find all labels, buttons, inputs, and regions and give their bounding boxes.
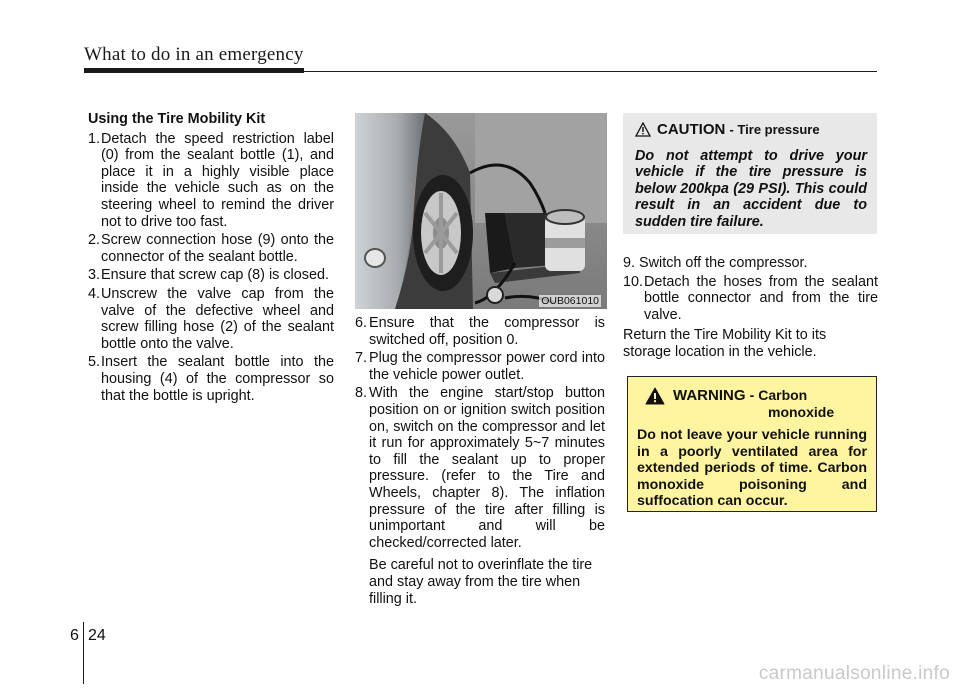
photo-illustration xyxy=(355,113,607,309)
chapter-number: 6 xyxy=(70,627,79,644)
page-number: 24 xyxy=(88,627,106,644)
header-rule-thin xyxy=(84,71,877,72)
step-item xyxy=(355,385,605,551)
step-text: With the engine start/stop button position on or ignition switch position on, switch on the compressor and let it run for approximately 5~7 minutes to fill the sealant up to proper pressure. (refer to the Tire and Wheels, chapter 8). The inflation pressure of the tire after filling is unimportant and will be checked/corrected later. xyxy=(369,385,605,551)
step-text: Insert the sealant bottle into the housing (4) of the compressor so that the bottle is upright. xyxy=(101,354,334,404)
step-item xyxy=(88,131,334,231)
caution-subtitle: - Tire pressure xyxy=(729,122,820,137)
step-text: Ensure that screw cap (8) is closed. xyxy=(101,267,329,284)
warning-subtitle-1: - Carbon xyxy=(749,387,808,403)
warning-title-row xyxy=(637,387,867,421)
caution-body: Do not attempt to drive your vehicle if the tire pressure is below 200kpa (29 PSI). This could result in an accident due to sudden tire failure. xyxy=(635,148,867,230)
warning-triangle-outline-icon xyxy=(635,122,651,142)
page-header-title: What to do in an emergency xyxy=(84,44,304,65)
step-item xyxy=(88,267,334,284)
column-instructions-3 xyxy=(623,255,878,361)
warning-body: Do not leave your vehicle running in a poorly ventilated area for extended periods of time. Carbon monoxide poisoning and suffocation can occur. xyxy=(637,427,867,510)
step-item xyxy=(623,274,878,324)
caution-title-row xyxy=(635,121,867,142)
section-heading: Using the Tire Mobility Kit xyxy=(88,111,266,127)
footer-divider xyxy=(83,622,84,684)
step-number: 3. xyxy=(88,267,101,284)
step-item xyxy=(355,315,605,348)
step-number: 7. xyxy=(355,350,368,367)
step-number: 9. xyxy=(623,255,636,271)
step-item xyxy=(88,286,334,352)
column-instructions-2 xyxy=(355,315,605,607)
tire-mobility-kit-photo xyxy=(355,113,607,309)
caution-box xyxy=(623,113,877,234)
warning-triangle-filled-icon xyxy=(645,387,665,409)
step-text: Detach the hoses from the sealant bottle connector and from the tire valve. xyxy=(644,273,878,323)
step-number: 4. xyxy=(88,285,101,302)
step-number: 8. xyxy=(355,385,368,402)
step-text: Plug the compressor power cord into the vehicle power outlet. xyxy=(369,350,605,383)
steps-list-2 xyxy=(355,315,605,551)
step-text: Unscrew the valve cap from the valve of the defective wheel and screw filling hose (2) of the sealant bottle onto the valve. xyxy=(101,285,334,352)
step-text: Screw connection hose (9) onto the connector of the sealant bottle. xyxy=(101,232,334,265)
step-number: 6. xyxy=(355,315,368,331)
caution-title: CAUTION xyxy=(657,121,726,138)
watermark: carmanualsonline.info xyxy=(758,663,950,684)
step-text: Detach the speed restriction label (0) from the sealant bottle (1), and place it in a highly visible place inside the vehicle such as on the steering wheel to remind the driver not to drive too fast. xyxy=(101,130,334,230)
warning-subtitle-2: monoxide xyxy=(768,404,835,420)
steps-list-3 xyxy=(623,255,878,323)
step-text: Ensure that the compressor is switched off, position 0. xyxy=(369,315,605,348)
warning-title: WARNING xyxy=(673,387,746,404)
step-number: 2. xyxy=(88,232,101,249)
step-text: Switch off the compressor. xyxy=(639,255,808,271)
warning-box xyxy=(627,376,877,512)
caution-note: Be careful not to overinflate the tire and stay away from the tire when filling it. xyxy=(369,557,593,607)
column-instructions-1 xyxy=(88,111,334,406)
step-number: 10. xyxy=(623,273,644,290)
step-item xyxy=(623,255,878,272)
steps-list-1 xyxy=(88,131,334,405)
figure-label: OUB061010 xyxy=(541,295,599,307)
step-number: 5. xyxy=(88,354,101,371)
step-item xyxy=(88,232,334,265)
warning-title-text xyxy=(673,387,834,421)
step-item xyxy=(355,350,605,383)
storage-note: Return the Tire Mobility Kit to its storage location in the vehicle. xyxy=(623,327,827,360)
step-number: 1. xyxy=(88,130,101,147)
step-item xyxy=(88,354,334,404)
